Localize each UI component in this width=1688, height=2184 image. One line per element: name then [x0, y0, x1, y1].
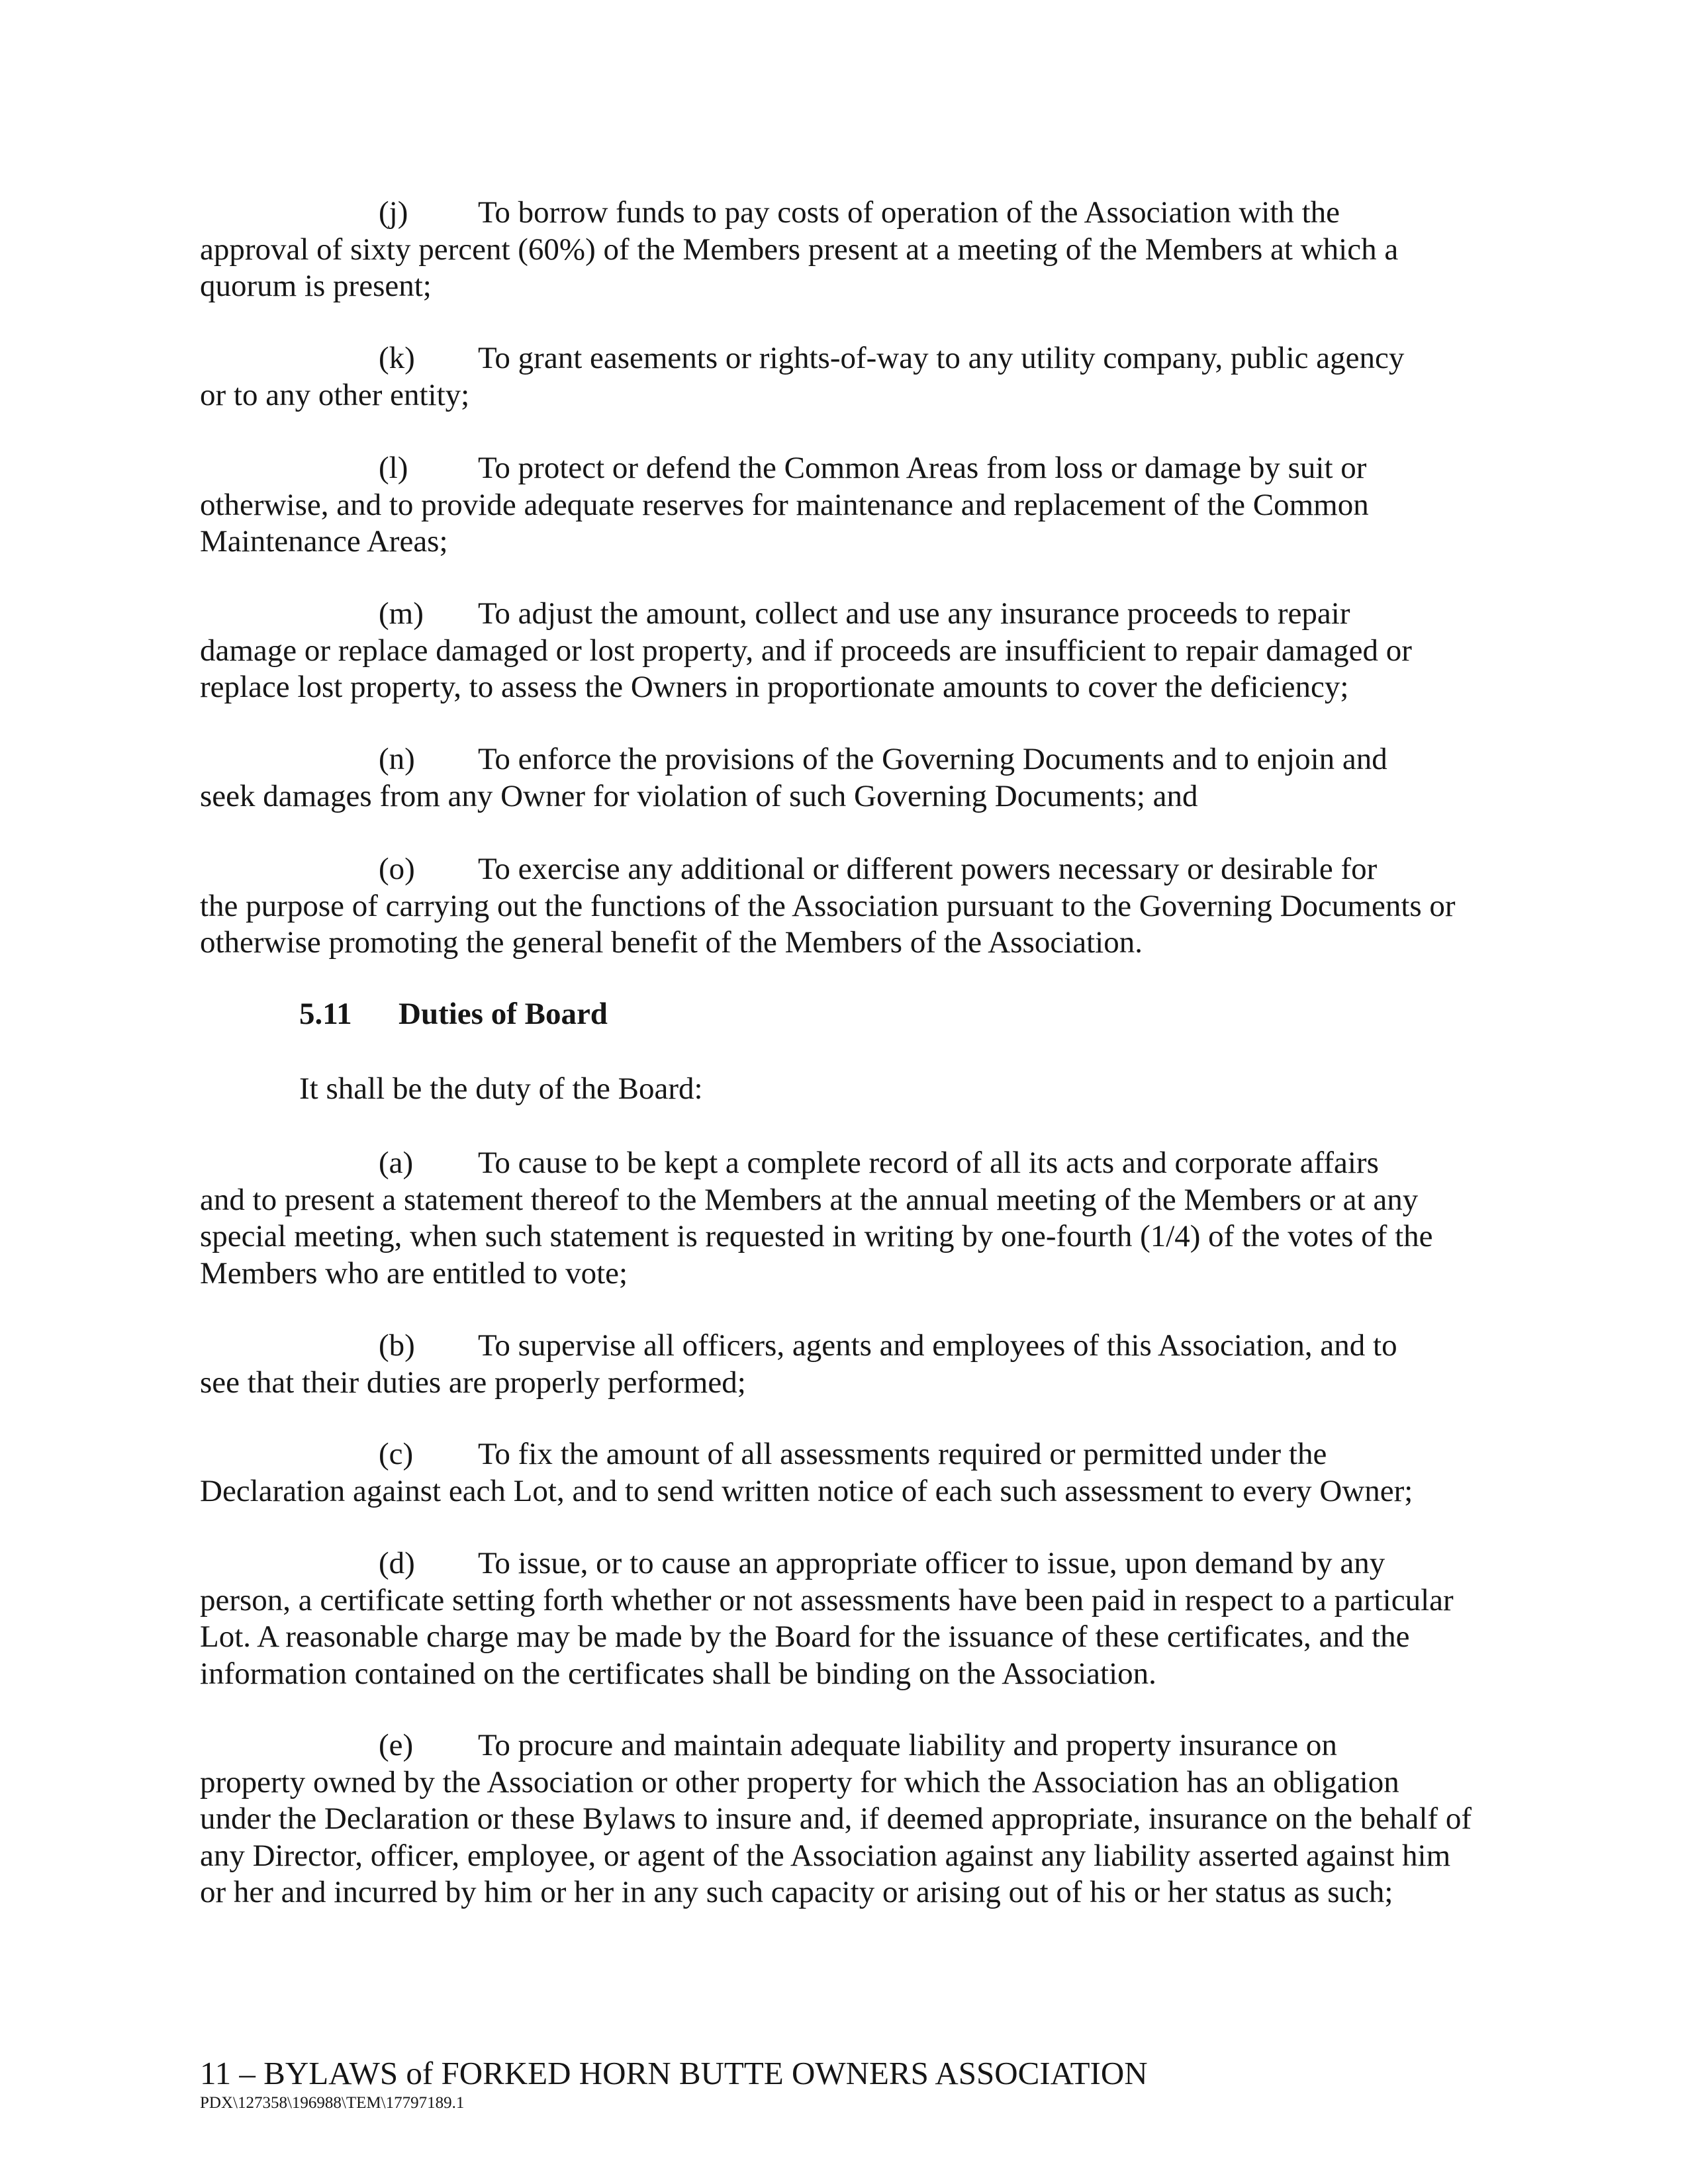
paragraph-first-line: To grant easements or rights-of-way to any utility company, public agency — [478, 341, 1405, 375]
paragraph-body: Declaration against each Lot, and to send written notice of each such assessment to every Owner; — [200, 1473, 1413, 1508]
paragraph-body: seek damages from any Owner for violation of such Governing Documents; and — [200, 778, 1198, 813]
paragraph-marker: (n) — [379, 742, 415, 776]
paragraph-first-line: To issue, or to cause an appropriate officer to issue, upon demand by any — [478, 1546, 1385, 1580]
paragraph-body: otherwise, and to provide adequate reserves for maintenance and replacement of the Common Maintenance Areas; — [200, 487, 1369, 559]
paragraph-first-line: To cause to be kept a complete record of all its acts and corporate affairs — [478, 1146, 1379, 1180]
paragraph-first-line: To supervise all officers, agents and employees of this Association, and to — [478, 1328, 1397, 1363]
paragraph-a — [200, 1145, 1477, 1292]
paragraph-b — [200, 1328, 1477, 1401]
paragraph-marker: (d) — [379, 1546, 415, 1580]
footer-document-id: PDX\127358\196988\TEM\17797189.1 — [200, 2094, 465, 2112]
section-number: 5.11 — [299, 997, 352, 1031]
paragraph-first-line: To adjust the amount, collect and use any insurance proceeds to repair — [478, 596, 1350, 631]
paragraph-first-line: To fix the amount of all assessments required or permitted under the — [478, 1437, 1327, 1471]
section-intro: It shall be the duty of the Board: — [299, 1071, 703, 1106]
paragraph-body: see that their duties are properly performed; — [200, 1365, 746, 1400]
paragraph-marker: (b) — [379, 1328, 415, 1363]
paragraph-e — [200, 1727, 1477, 1911]
paragraph-l — [200, 450, 1477, 561]
paragraph-marker: (m) — [379, 596, 424, 631]
footer-title: 11 – BYLAWS of FORKED HORN BUTTE OWNERS ASSOCIATION — [200, 2055, 1148, 2091]
paragraph-body: and to present a statement thereof to the Members at the annual meeting of the Members or at any special meeting, when such statement is requested in writing by one-fourth (1/4) of the votes of the Members who are entitled to vote; — [200, 1182, 1433, 1291]
section-title: Duties of Board — [399, 997, 608, 1031]
paragraph-body: or to any other entity; — [200, 377, 470, 412]
paragraph-marker: (a) — [379, 1146, 414, 1180]
paragraph-marker: (k) — [379, 341, 415, 375]
paragraph-d — [200, 1545, 1477, 1692]
paragraph-marker: (o) — [379, 852, 415, 886]
paragraph-marker: (c) — [379, 1437, 414, 1471]
paragraph-body: person, a certificate setting forth whether or not assessments have been paid in respect to a particular Lot. A reasonable charge may be made by the Board for the issuance of these certificates, and the information contained on the certificates shall be binding on the Association. — [200, 1582, 1454, 1691]
paragraph-m — [200, 596, 1477, 706]
paragraph-body: damage or replace damaged or lost property, and if proceeds are insufficient to repair damaged or replace lost property, to assess the Owners in proportionate amounts to cover the deficiency; — [200, 633, 1412, 704]
paragraph-marker: (e) — [379, 1728, 414, 1762]
paragraph-o — [200, 851, 1477, 962]
paragraph-first-line: To protect or defend the Common Areas from loss or damage by suit or — [478, 451, 1367, 485]
paragraph-body: property owned by the Association or other property for which the Association has an obligation under the Declaration or these Bylaws to insure and, if deemed appropriate, insurance on the behalf of any Director, officer, employee, or agent of the Association against any liability asserted against him or her and incurred by him or her in any such capacity or arising out of his or her status as such; — [200, 1764, 1472, 1909]
paragraph-first-line: To enforce the provisions of the Governing Documents and to enjoin and — [478, 742, 1387, 776]
paragraph-first-line: To procure and maintain adequate liability and property insurance on — [478, 1728, 1337, 1762]
paragraph-first-line: To exercise any additional or different powers necessary or desirable for — [478, 852, 1378, 886]
paragraph-k — [200, 340, 1477, 414]
paragraph-body: approval of sixty percent (60%) of the Members present at a meeting of the Members at which a quorum is present; — [200, 232, 1399, 303]
paragraph-j — [200, 195, 1477, 305]
paragraph-first-line: To borrow funds to pay costs of operation of the Association with the — [478, 195, 1340, 230]
paragraph-n — [200, 741, 1477, 815]
paragraph-marker: (l) — [379, 451, 408, 485]
section-heading — [299, 996, 608, 1032]
paragraph-body: the purpose of carrying out the functions of the Association pursuant to the Governing Documents or otherwise promoting the general benefit of the Members of the Association. — [200, 888, 1456, 960]
paragraph-marker: (j) — [379, 195, 408, 230]
paragraph-c — [200, 1436, 1477, 1510]
